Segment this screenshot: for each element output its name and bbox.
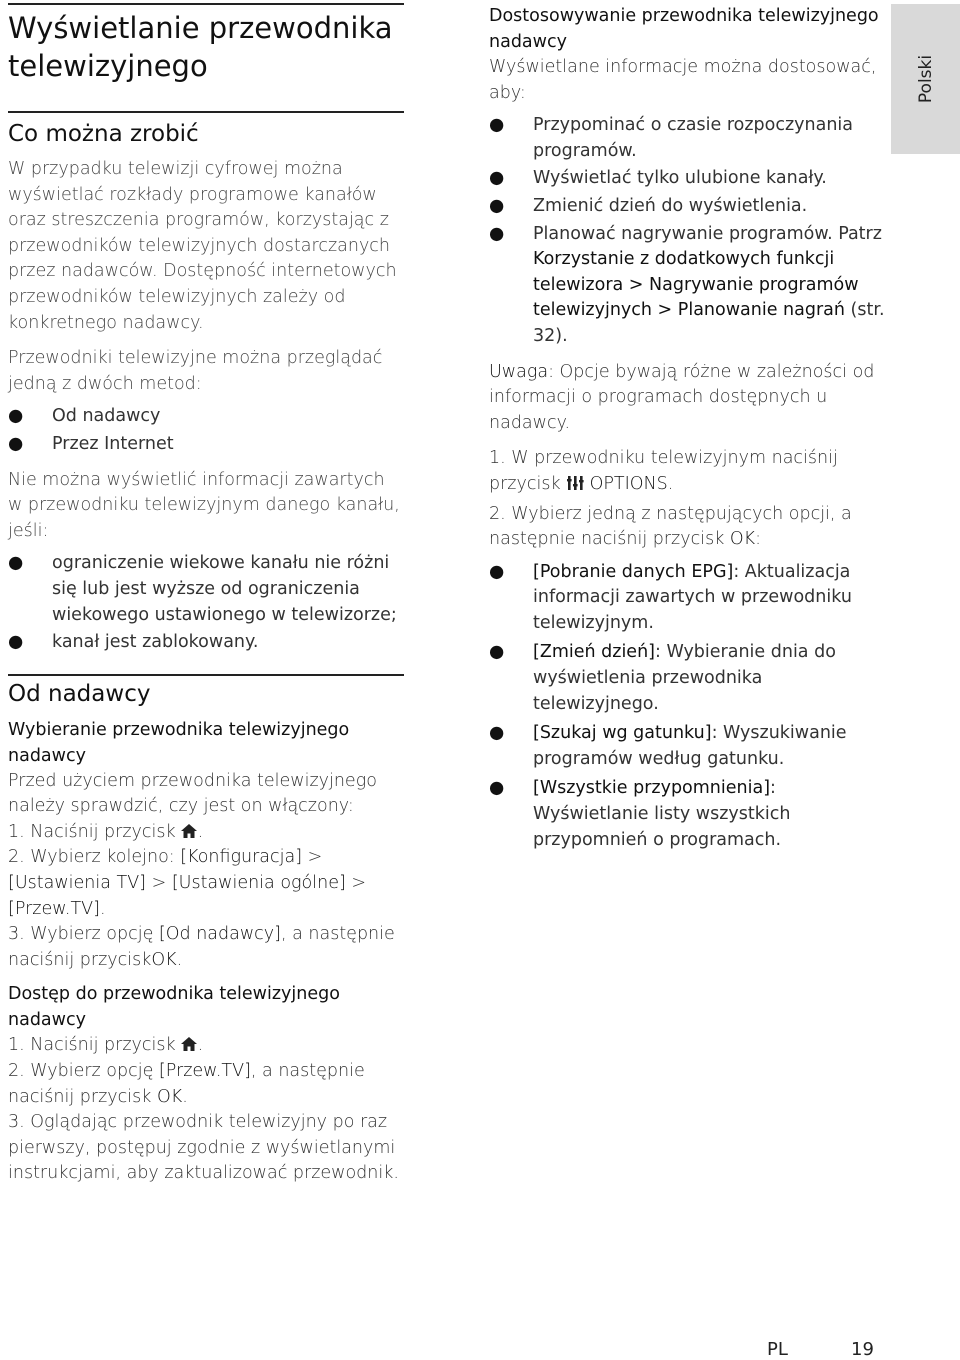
list-item: ● Od nadawcy — [8, 404, 404, 430]
list-item: ● Przypominać o czasie rozpoczynania programów. — [489, 115, 853, 161]
title-rule — [8, 3, 404, 5]
options-icon — [567, 475, 584, 491]
bullet-icon: ● — [8, 433, 24, 454]
customize-list — [489, 113, 889, 349]
bullet-icon: ● — [489, 723, 505, 744]
list-item: ● [Szukaj wg gatunku]: Wyszukiwanie programów według gatunku. — [489, 723, 847, 769]
sub2-step2: 2. Wybierz opcję [Przew.TV], a następnie naciśnij przycisk OK. — [8, 1061, 365, 1107]
bullet-icon: ● — [489, 642, 505, 663]
note-paragraph: Uwaga: Opcje bywają różne w zależności od informacji o programach dostępnych u nadawcy. — [489, 361, 875, 433]
list-item: ● Planować nagrywanie programów. Patrz Korzystanie z dodatkowych funkcji telewizora > Nagrywanie programów telewizyjnych > Planowanie nagrań (str. 32). — [489, 223, 885, 346]
customize-intro: Wyświetlane informacje można dostosować, aby: — [489, 57, 877, 103]
sub2-step3: 3. Oglądając przewodnik telewizyjny po raz pierwszy, postępuj zgodnie z wyświetlanymi instrukcjami, aby zaktualizować przewodnik. — [8, 1112, 399, 1184]
list-item: ● [Pobranie danych EPG]: Aktualizacja informacji zawartych w przewodniku telewizyjnym. — [489, 561, 852, 633]
note-label: Uwaga: — [489, 361, 554, 382]
sub2-step1: 1. Naciśnij przycisk . — [8, 1035, 204, 1056]
subheading-dostep: Dostęp do przewodnika telewizyjnego nadawcy — [8, 984, 340, 1031]
list-item: ● [Zmień dzień]: Wybieranie dnia do wyświetlenia przewodnika telewizyjnego. — [489, 642, 836, 714]
home-icon — [180, 823, 198, 839]
footer-language: PL — [767, 1339, 788, 1360]
section-heading-co-mozna: Co można zrobić — [8, 121, 199, 147]
bullet-icon: ● — [8, 632, 24, 653]
list-item: ● Wyświetlać tylko ulubione kanały. — [489, 166, 889, 192]
page-title-line1: Wyświetlanie przewodnika — [8, 11, 393, 45]
right-column — [489, 3, 889, 853]
bullet-icon: ● — [489, 168, 505, 189]
bullet-icon: ● — [489, 223, 505, 244]
list-item: ● Przez Internet — [8, 432, 404, 458]
sub1-step3: 3. Wybierz opcję [Od nadawcy], a następnie naciśnij przyciskOK. — [8, 924, 395, 970]
options-step2: 2. Wybierz jedną z następujących opcji, a następnie naciśnij przycisk OK: — [489, 503, 852, 550]
bullet-icon: ● — [489, 115, 505, 136]
sub1-step1: 1. Naciśnij przycisk . — [8, 821, 204, 842]
methods-paragraph: Przewodniki telewizyjne można przeglądać jedną z dwóch metod: — [8, 348, 383, 394]
subheading-dostosowywanie: Dostosowywanie przewodnika telewizyjnego nadawcy — [489, 6, 879, 52]
methods-list — [8, 404, 404, 457]
left-column — [8, 0, 404, 1187]
list-item: ● [Wszystkie przypomnienia]: Wyświetlanie listy wszystkich przypomnień o programach. — [489, 778, 791, 850]
language-tab-label: Polski — [915, 54, 936, 104]
epg-options-list — [489, 560, 889, 854]
options-step1: 1. W przewodniku telewizyjnym naciśnij przycisk OPTIONS. — [489, 448, 838, 494]
list-item: ● Zmienić dzień do wyświetlenia. — [489, 194, 889, 220]
page-number: 19 — [851, 1339, 874, 1360]
home-icon — [180, 1036, 198, 1052]
list-item: ● ograniczenie wiekowe kanału nie różni się lub jest wyższe od ograniczenia wiekowego ustawionego w telewizorze; — [8, 553, 397, 625]
language-tab — [891, 4, 960, 154]
bullet-icon: ● — [489, 561, 505, 582]
bullet-icon: ● — [489, 195, 505, 216]
page-title — [8, 9, 404, 85]
sub1-intro: Przed użyciem przewodnika telewizyjnego należy sprawdzić, czy jest on włączony: — [8, 770, 377, 817]
cross-reference: Korzystanie z dodatkowych funkcji telewizora > Nagrywanie programów telewizyjnych > Planowanie nagrań — [533, 249, 859, 321]
conditions-list — [8, 551, 404, 655]
list-item: ● kanał jest zablokowany. — [8, 630, 404, 656]
sub1-step2: 2. Wybierz kolejno: [Konfiguracja] > [Ustawienia TV] > [Ustawienia ogólne] > [Przew.TV]. — [8, 847, 367, 919]
restriction-paragraph: Nie można wyświetlić informacji zawartych w przewodniku telewizyjnym danego kanału, jeśli: — [8, 469, 400, 541]
section-heading-od-nadawcy: Od nadawcy — [8, 680, 151, 707]
intro-paragraph: W przypadku telewizji cyfrowej można wyświetlać rozkłady programowe kanałów oraz streszczenia programów, korzystając z przewodników telewizyjnych dostarczanych przez nadawców. Dostępność internetowych przewodników telewizyjnych zależy od konkretnego nadawcy. — [8, 159, 397, 333]
bullet-icon: ● — [8, 406, 24, 427]
subheading-wybieranie: Wybieranie przewodnika telewizyjnego nadawcy — [8, 719, 350, 766]
bullet-icon: ● — [489, 778, 505, 799]
page-title-line2: telewizyjnego — [8, 49, 208, 83]
bullet-icon: ● — [8, 553, 24, 574]
